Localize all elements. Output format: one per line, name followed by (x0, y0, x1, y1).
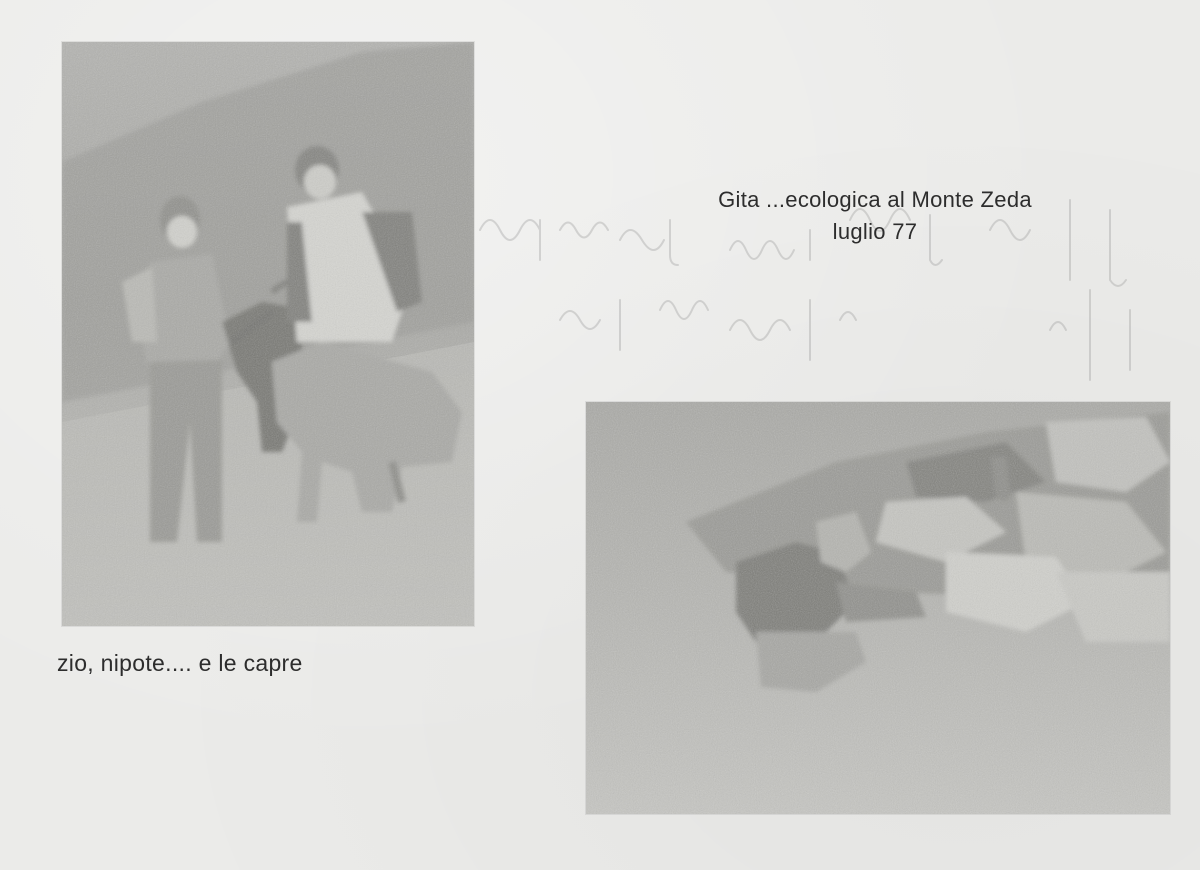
photo-uncle-nephew-goats (62, 42, 474, 626)
photo-hiker-rocks (586, 402, 1170, 814)
caption-trip-date: luglio 77 (832, 219, 918, 244)
caption-trip (640, 184, 1110, 248)
caption-photo-left: zio, nipote.... e le capre (57, 650, 303, 676)
caption-trip-title: Gita ...ecologica al Monte Zeda (718, 187, 1032, 212)
